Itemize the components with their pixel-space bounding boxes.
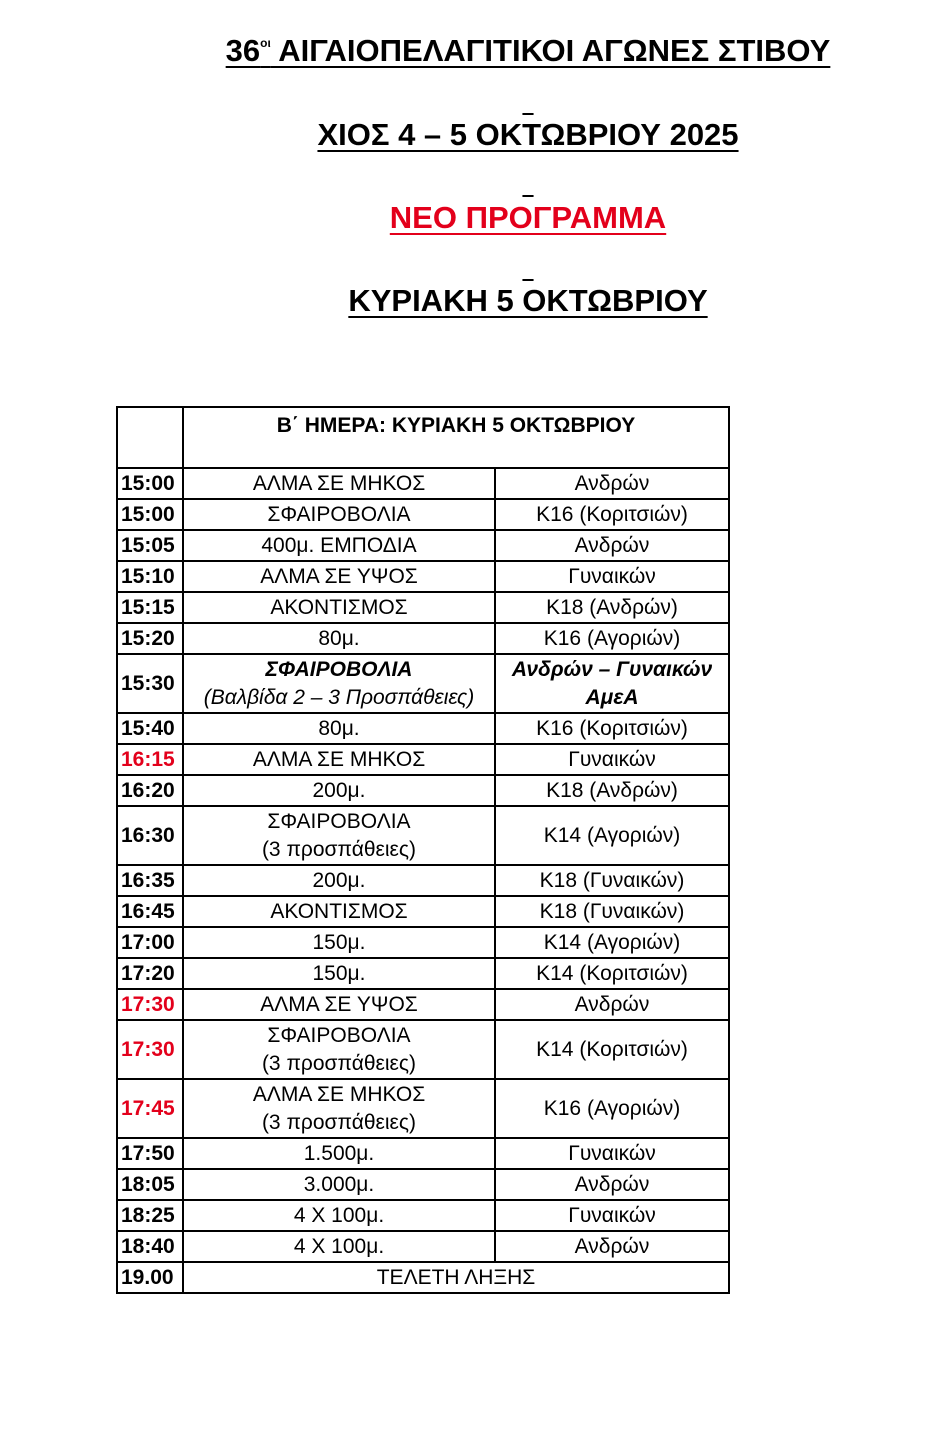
category-cell: Κ14 (Κοριτσιών) xyxy=(495,958,729,989)
category-cell: Ανδρών xyxy=(495,1169,729,1200)
table-row xyxy=(117,654,729,713)
category-cell: Κ18 (Γυναικών) xyxy=(495,865,729,896)
category-cell: Κ16 (Αγοριών) xyxy=(495,1079,729,1138)
table-row xyxy=(117,775,729,806)
time-cell: 18:25 xyxy=(117,1200,183,1231)
event-note: (3 προσπάθειες) xyxy=(261,837,417,861)
title-line-1 xyxy=(0,33,936,69)
time-cell: 18:05 xyxy=(117,1169,183,1200)
event-cell xyxy=(183,1020,495,1079)
table-row xyxy=(117,744,729,775)
time-cell: 15:15 xyxy=(117,592,183,623)
event-name: ΣΦΑΙΡΟΒΟΛΙΑ xyxy=(267,809,411,833)
event-cell xyxy=(183,654,495,713)
category-cell: Κ16 (Αγοριών) xyxy=(495,623,729,654)
table-title: Β΄ ΗΜΕΡΑ: ΚΥΡΙΑΚΗ 5 ΟΚΤΩΒΡΙΟΥ xyxy=(276,414,636,437)
header-empty-cell xyxy=(117,407,183,468)
event-cell: 4 Χ 100μ. xyxy=(183,1200,495,1231)
event-cell: ΑΚΟΝΤΙΣΜΟΣ xyxy=(183,896,495,927)
time-cell-changed: 16:15 xyxy=(117,744,183,775)
category-cell: Κ14 (Αγοριών) xyxy=(495,806,729,865)
time-cell: 17:20 xyxy=(117,958,183,989)
table-row xyxy=(117,530,729,561)
event-cell: 3.000μ. xyxy=(183,1169,495,1200)
table-row xyxy=(117,592,729,623)
category-cell: Γυναικών xyxy=(495,744,729,775)
table-row xyxy=(117,1138,729,1169)
table-row xyxy=(117,713,729,744)
time-cell: 16:35 xyxy=(117,865,183,896)
time-cell: 15:00 xyxy=(117,468,183,499)
event-cell: ΣΦΑΙΡΟΒΟΛΙΑ xyxy=(183,499,495,530)
table-row xyxy=(117,1169,729,1200)
time-cell: 15:40 xyxy=(117,713,183,744)
event-cell: 400μ. ΕΜΠΟΔΙΑ xyxy=(183,530,495,561)
time-cell: 15:30 xyxy=(117,654,183,713)
category-cell xyxy=(495,654,729,713)
category-cell: Γυναικών xyxy=(495,1200,729,1231)
event-cell: 150μ. xyxy=(183,927,495,958)
category-note: ΑμεΑ xyxy=(585,685,639,709)
separator xyxy=(0,178,936,198)
separator xyxy=(0,262,936,282)
title-line-4-day: ΚΥΡΙΑΚΗ 5 ΟΚΤΩΒΡΙΟΥ xyxy=(348,283,708,318)
table-row xyxy=(117,1079,729,1138)
title-line-3-new-program: ΝΕΟ ΠΡΟΓΡΑΜΜΑ xyxy=(389,200,667,235)
table-row xyxy=(117,989,729,1020)
event-cell: ΑΚΟΝΤΙΣΜΟΣ xyxy=(183,592,495,623)
event-note: (Βαλβίδα 2 – 3 Προσπάθειες) xyxy=(203,685,475,709)
schedule-table xyxy=(116,406,730,1294)
time-cell-changed: 17:30 xyxy=(117,1020,183,1079)
title-line-2: ΧΙΟΣ 4 – 5 ΟΚΤΩΒΡΙΟΥ 2025 xyxy=(317,117,739,152)
table-title-cell xyxy=(183,407,729,468)
time-cell: 16:30 xyxy=(117,806,183,865)
table-row xyxy=(117,561,729,592)
edition-suffix: οι xyxy=(260,36,271,50)
category-cell: Γυναικών xyxy=(495,561,729,592)
event-name: ΣΦΑΙΡΟΒΟΛΙΑ xyxy=(267,1023,411,1047)
event-cell: 150μ. xyxy=(183,958,495,989)
category-cell: Ανδρών xyxy=(495,989,729,1020)
time-cell: 16:45 xyxy=(117,896,183,927)
event-cell: 1.500μ. xyxy=(183,1138,495,1169)
event-cell: ΑΛΜΑ ΣΕ ΥΨΟΣ xyxy=(183,561,495,592)
time-cell: 16:20 xyxy=(117,775,183,806)
event-cell: ΑΛΜΑ ΣΕ ΜΗΚΟΣ xyxy=(183,468,495,499)
time-cell-changed: 17:30 xyxy=(117,989,183,1020)
event-cell: 80μ. xyxy=(183,623,495,654)
time-cell-changed: 17:45 xyxy=(117,1079,183,1138)
table-row xyxy=(117,958,729,989)
event-name: ΣΦΑΙΡΟΒΟΛΙΑ xyxy=(265,657,413,681)
table-row xyxy=(117,806,729,865)
event-cell xyxy=(183,1079,495,1138)
table-header-row xyxy=(117,407,729,468)
category-cell: Ανδρών xyxy=(495,530,729,561)
table-row xyxy=(117,468,729,499)
time-cell: 15:10 xyxy=(117,561,183,592)
category-name: Ανδρών – Γυναικών xyxy=(511,657,713,681)
category-cell: Ανδρών xyxy=(495,1231,729,1262)
category-cell: Ανδρών xyxy=(495,468,729,499)
table-row xyxy=(117,1231,729,1262)
table-row xyxy=(117,1200,729,1231)
category-cell: Κ16 (Κοριτσιών) xyxy=(495,713,729,744)
event-cell xyxy=(183,806,495,865)
time-cell: 15:05 xyxy=(117,530,183,561)
event-note: (3 προσπάθειες) xyxy=(261,1110,417,1134)
table-row xyxy=(117,865,729,896)
event-cell: ΑΛΜΑ ΣΕ ΜΗΚΟΣ xyxy=(183,744,495,775)
event-name: ΑΙΓΑΙΟΠΕΛΑΓΙΤΙΚΟΙ ΑΓΩΝΕΣ ΣΤΙΒΟΥ xyxy=(270,33,831,68)
category-cell: Κ18 (Γυναικών) xyxy=(495,896,729,927)
table-row xyxy=(117,499,729,530)
time-cell: 18:40 xyxy=(117,1231,183,1262)
closing-ceremony-cell: ΤΕΛΕΤΗ ΛΗΞΗΣ xyxy=(183,1262,729,1293)
category-cell: Κ14 (Κοριτσιών) xyxy=(495,1020,729,1079)
event-cell: 200μ. xyxy=(183,775,495,806)
time-cell: 19.00 xyxy=(117,1262,183,1293)
category-cell: Κ16 (Κοριτσιών) xyxy=(495,499,729,530)
time-cell: 15:20 xyxy=(117,623,183,654)
event-note: (3 προσπάθειες) xyxy=(261,1051,417,1075)
separator xyxy=(0,96,936,116)
table-row xyxy=(117,896,729,927)
time-cell: 15:00 xyxy=(117,499,183,530)
event-cell: 200μ. xyxy=(183,865,495,896)
time-cell: 17:50 xyxy=(117,1138,183,1169)
event-name: ΑΛΜΑ ΣΕ ΜΗΚΟΣ xyxy=(252,1082,426,1106)
event-cell: 4 Χ 100μ. xyxy=(183,1231,495,1262)
event-cell: ΑΛΜΑ ΣΕ ΥΨΟΣ xyxy=(183,989,495,1020)
table-row xyxy=(117,623,729,654)
category-cell: Κ18 (Ανδρών) xyxy=(495,775,729,806)
category-cell: Κ18 (Ανδρών) xyxy=(495,592,729,623)
category-cell: Κ14 (Αγοριών) xyxy=(495,927,729,958)
event-cell: 80μ. xyxy=(183,713,495,744)
table-row-closing-ceremony xyxy=(117,1262,729,1293)
table-row xyxy=(117,1020,729,1079)
time-cell: 17:00 xyxy=(117,927,183,958)
edition-number: 36 xyxy=(225,33,261,68)
category-cell: Γυναικών xyxy=(495,1138,729,1169)
table-row xyxy=(117,927,729,958)
